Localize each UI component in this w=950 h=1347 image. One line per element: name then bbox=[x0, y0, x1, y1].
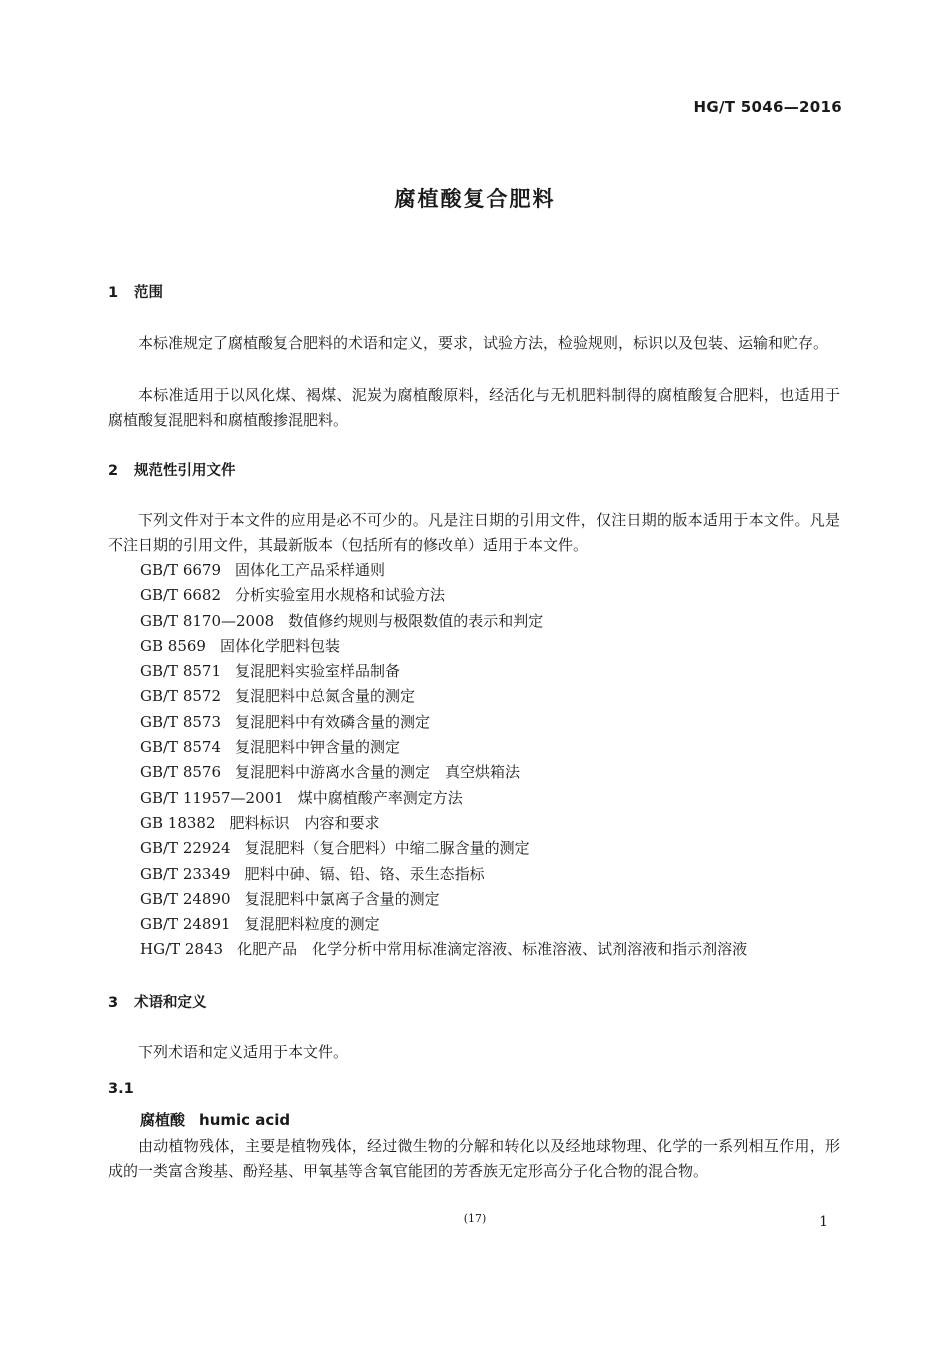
reference-title: 固体化工产品采样通则 bbox=[235, 561, 386, 579]
reference-item bbox=[140, 862, 747, 887]
reference-item bbox=[140, 558, 747, 583]
reference-code: GB/T 23349 bbox=[140, 864, 231, 883]
section-2-number: 2 bbox=[108, 463, 119, 479]
reference-code: GB/T 22924 bbox=[140, 839, 231, 858]
reference-title: 固体化学肥料包装 bbox=[219, 636, 340, 655]
section-1-number: 1 bbox=[108, 285, 119, 301]
reference-item bbox=[140, 659, 747, 684]
section-3-title: 术语和定义 bbox=[134, 995, 207, 1011]
section-2-intro: 下列文件对于本文件的应用是必不可少的。凡是注日期的引用文件，仅注日期的版本适用于本文件。凡是不注日期的引用文件，其最新版本（包括所有的修改单）适用于本文件。 bbox=[108, 511, 840, 554]
reference-title: 复混肥料粒度的测定 bbox=[244, 915, 380, 934]
reference-title: 复混肥料中总氮含量的测定 bbox=[235, 687, 416, 706]
standard-code: HG/T 5046—2016 bbox=[693, 98, 842, 116]
reference-item bbox=[140, 811, 747, 836]
term-english: humic acid bbox=[199, 1111, 291, 1129]
section-2-heading bbox=[108, 459, 236, 480]
reference-code: GB/T 8574 bbox=[140, 738, 222, 757]
term-entry bbox=[140, 1109, 290, 1130]
term-definition: 由动植物残体，主要是植物残体，经过微生物的分解和转化以及经地球物理、化学的一系列相互作用，形成的一类富含羧基、酚羟基、甲氧基等含氧官能团的芳香族无定形高分子化合物的混合物。 bbox=[108, 1137, 840, 1180]
reference-item bbox=[140, 634, 747, 659]
reference-title: 煤中腐植酸产率测定方法 bbox=[297, 788, 463, 807]
series-page-number: (17) bbox=[463, 1212, 487, 1225]
reference-title: 复混肥料中钾含量的测定 bbox=[235, 738, 401, 757]
reference-item bbox=[140, 912, 747, 937]
reference-item bbox=[140, 786, 747, 811]
reference-code: GB/T 24890 bbox=[140, 889, 231, 908]
reference-code: GB/T 8576 bbox=[140, 763, 222, 782]
reference-title: 复混肥料（复合肥料）中缩二脲含量的测定 bbox=[244, 839, 530, 858]
term-chinese: 腐植酸 bbox=[140, 1111, 186, 1129]
reference-code: GB/T 8572 bbox=[140, 687, 222, 706]
section-3-number: 3 bbox=[108, 995, 119, 1011]
reference-title: 分析实验室用水规格和试验方法 bbox=[235, 586, 446, 605]
document-title: 腐植酸复合肥料 bbox=[394, 187, 556, 211]
reference-code: GB/T 24891 bbox=[140, 915, 231, 934]
reference-title: 数值修约规则与极限数值的表示和判定 bbox=[288, 611, 544, 630]
reference-item bbox=[140, 836, 747, 861]
reference-title: 复混肥料中游离水含量的测定 真空烘箱法 bbox=[235, 763, 521, 782]
reference-item bbox=[140, 760, 747, 785]
reference-title: 化肥产品 化学分析中常用标准滴定溶液、标准溶液、试剂溶液和指示剂溶液 bbox=[237, 940, 748, 959]
reference-item bbox=[140, 583, 747, 608]
reference-code: GB/T 8573 bbox=[140, 712, 222, 731]
reference-title: 复混肥料实验室样品制备 bbox=[235, 662, 401, 681]
page-number: 1 bbox=[819, 1214, 828, 1230]
reference-code: GB/T 8170—2008 bbox=[140, 611, 275, 630]
reference-code: GB/T 8571 bbox=[140, 662, 222, 681]
reference-item bbox=[140, 735, 747, 760]
reference-item bbox=[140, 710, 747, 735]
reference-item bbox=[140, 609, 747, 634]
reference-title: 复混肥料中氯离子含量的测定 bbox=[244, 889, 440, 908]
reference-code: GB/T 11957—2001 bbox=[140, 788, 284, 807]
section-1-paragraph-2: 本标准适用于以风化煤、褐煤、泥炭为腐植酸原料，经活化与无机肥料制得的腐植酸复合肥料，也适用于腐植酸复混肥料和腐植酸掺混肥料。 bbox=[108, 386, 840, 429]
section-3-heading bbox=[108, 991, 207, 1012]
normative-references-list bbox=[140, 558, 747, 963]
reference-code: GB 18382 bbox=[140, 813, 216, 832]
reference-code: GB/T 6682 bbox=[140, 586, 222, 605]
reference-title: 肥料标识 内容和要求 bbox=[229, 813, 380, 832]
reference-code: GB 8569 bbox=[140, 636, 206, 655]
reference-item bbox=[140, 684, 747, 709]
reference-item bbox=[140, 937, 747, 962]
section-1-paragraph-1: 本标准规定了腐植酸复合肥料的术语和定义，要求，试验方法，检验规则，标识以及包装、运输和贮存。 bbox=[138, 334, 829, 352]
section-2-title: 规范性引用文件 bbox=[134, 463, 236, 479]
section-1-title: 范围 bbox=[134, 285, 163, 301]
reference-title: 复混肥料中有效磷含量的测定 bbox=[235, 712, 431, 731]
reference-title: 肥料中砷、镉、铅、铬、汞生态指标 bbox=[244, 864, 485, 883]
subsection-3-1-number: 3.1 bbox=[108, 1081, 134, 1097]
section-1-heading bbox=[108, 281, 163, 302]
section-3-intro: 下列术语和定义适用于本文件。 bbox=[138, 1043, 349, 1061]
reference-code: GB/T 6679 bbox=[140, 561, 222, 579]
reference-code: HG/T 2843 bbox=[140, 940, 224, 959]
reference-item bbox=[140, 887, 747, 912]
